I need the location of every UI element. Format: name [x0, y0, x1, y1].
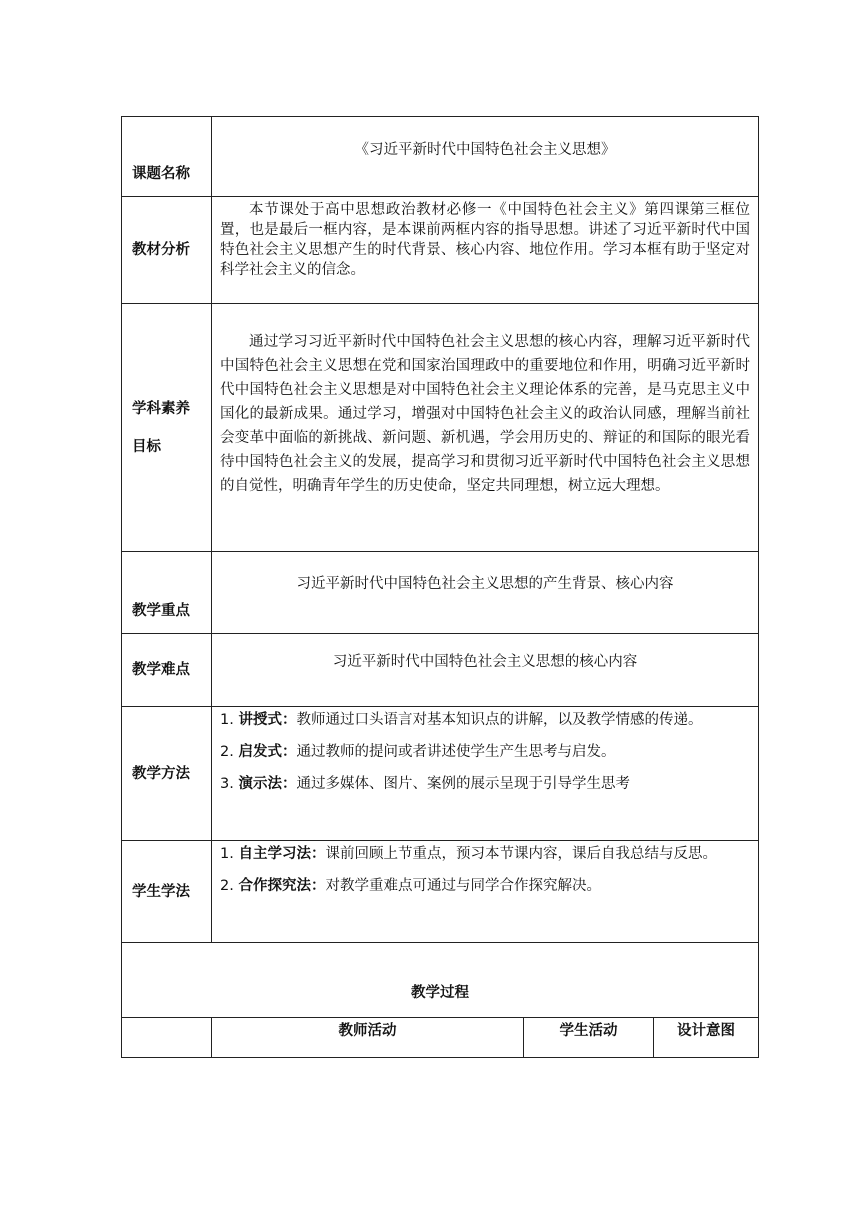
- method-name: 讲授式：: [238, 712, 297, 728]
- course-title: 《习近平新时代中国特色社会主义思想》: [212, 117, 759, 197]
- difficulties-text: 习近平新时代中国特色社会主义思想的核心内容: [212, 634, 759, 707]
- header-design-intent: 设计意图: [654, 1018, 759, 1058]
- row-key-points: [122, 552, 759, 634]
- method-item: 2. 启发式：通过教师的提问或者讲述使学生产生思考与启发。: [220, 744, 616, 760]
- row-difficulties: [122, 634, 759, 707]
- analysis-label: 教材分析: [122, 197, 212, 304]
- row-process: [122, 943, 759, 1018]
- key-points-label: 教学重点: [122, 552, 212, 634]
- row-goals: [122, 304, 759, 552]
- header-blank: [122, 1018, 212, 1058]
- goals-text: 通过学习习近平新时代中国特色社会主义思想的核心内容，理解习近平新时代中国特色社会主义思想在党和国家治国理政中的重要地位和作用，明确习近平新时代中国特色社会主义思想是对中国特色社会主义理论体系的完善，是马克思主义中国化的最新成果。通过学习，增强对中国特色社会主义的政治认同感，理解当前社会变革中面临的新挑战、新问题、新机遇，学会用历史的、辩证的和国际的眼光看待中国特色社会主义的发展，提高学习和贯彻习近平新时代中国特色社会主义思想的自觉性，明确青年学生的历史使命，坚定共同理想，树立远大理想。: [212, 304, 759, 552]
- analysis-text: 本节课处于高中思想政治教材必修一《中国特色社会主义》第四课第三框位置，也是最后一框内容，是本课前两框内容的指导思想。讲述了习近平新时代中国特色社会主义思想产生的时代背景、核心内容、地位作用。学习本框有助于坚定对科学社会主义的信念。: [212, 197, 759, 304]
- goals-label-line2: 目标: [132, 438, 161, 455]
- student-method-item: 1. 自主学习法：课前回顾上节重点，预习本节课内容，课后自我总结与反思。: [220, 846, 717, 862]
- row-activity-headers: [122, 1018, 759, 1058]
- row-student-methods: [122, 841, 759, 943]
- key-points-text: 习近平新时代中国特色社会主义思想的产生背景、核心内容: [212, 552, 759, 634]
- methods-label: 教学方法: [122, 707, 212, 841]
- difficulties-label: 教学难点: [122, 634, 212, 707]
- methods-list: [212, 707, 759, 841]
- student-method-name: 合作探究法：: [238, 878, 326, 894]
- row-analysis: [122, 197, 759, 304]
- method-item: 1. 讲授式：教师通过口头语言对基本知识点的讲解，以及教学情感的传递。: [220, 712, 703, 728]
- row-title: [122, 117, 759, 197]
- student-method-item: 2. 合作探究法：对教学重难点可通过与同学合作探究解决。: [220, 878, 601, 894]
- lesson-plan-table: [121, 116, 759, 1058]
- process-title: 教学过程: [122, 943, 759, 1018]
- header-student-activity: 学生活动: [524, 1018, 654, 1058]
- goals-label-line1: 学科素养: [132, 400, 190, 417]
- row-methods: [122, 707, 759, 841]
- student-method-name: 自主学习法：: [238, 846, 326, 862]
- method-name: 启发式：: [238, 744, 297, 760]
- title-label: 课题名称: [122, 117, 212, 197]
- student-methods-list: [212, 841, 759, 943]
- method-name: 演示法：: [238, 776, 297, 792]
- header-teacher-activity: 教师活动: [212, 1018, 524, 1058]
- method-item: 3. 演示法：通过多媒体、图片、案例的展示呈现于引导学生思考: [220, 776, 630, 792]
- goals-label: [122, 304, 212, 552]
- student-methods-label: 学生学法: [122, 841, 212, 943]
